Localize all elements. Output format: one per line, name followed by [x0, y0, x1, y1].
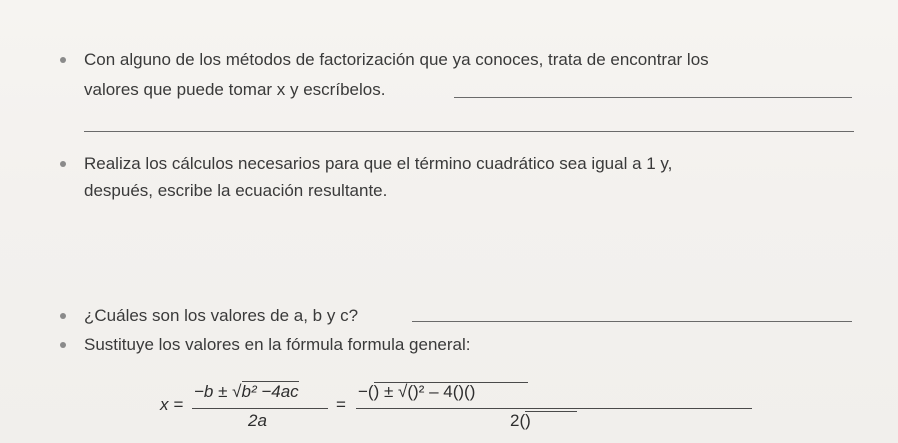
fraction-bar	[356, 408, 752, 409]
quadratic-formula	[160, 368, 760, 438]
blank-a-denominator[interactable]	[525, 411, 577, 412]
formula-lhs: x =	[160, 395, 184, 414]
instruction-sustituye	[60, 331, 860, 361]
substituted-denominator: 2( )	[510, 411, 531, 431]
instruction-termino-cuadratico	[60, 150, 860, 210]
formula-equals: =	[336, 395, 346, 414]
substituted-numerator: −( ) ± √( )² – 4( )( )	[358, 382, 475, 402]
question-text: ¿Cuáles son los valores de a, b y c?	[84, 306, 359, 325]
answer-line[interactable]	[454, 97, 852, 98]
bullet-icon	[60, 313, 66, 319]
instruction-text-line2: después, escribe la ecuación resultante.	[84, 181, 388, 200]
question-valores-abc	[60, 302, 860, 332]
bullet-icon	[60, 57, 66, 63]
instruction-text: Sustituye los valores en la fórmula formula general:	[84, 335, 471, 354]
instruction-text-line1: Realiza los cálculos necesarios para que el término cuadrático sea igual a 1 y,	[84, 154, 673, 173]
answer-line[interactable]	[412, 321, 852, 322]
bullet-icon	[60, 161, 66, 167]
fraction-bar	[192, 408, 328, 409]
blank-c[interactable]	[470, 382, 528, 383]
instruction-text-line2: valores que puede tomar x y escríbelos.	[84, 80, 386, 99]
bullet-icon	[60, 342, 66, 348]
instruction-factorizacion	[60, 46, 860, 106]
formula-numerator: −b ± √b² −4ac	[194, 382, 299, 401]
answer-line-full[interactable]	[84, 131, 854, 132]
formula-denominator: 2a	[248, 411, 267, 430]
instruction-text-line1: Con alguno de los métodos de factorización que ya conoces, trata de encontrar los	[84, 50, 709, 69]
